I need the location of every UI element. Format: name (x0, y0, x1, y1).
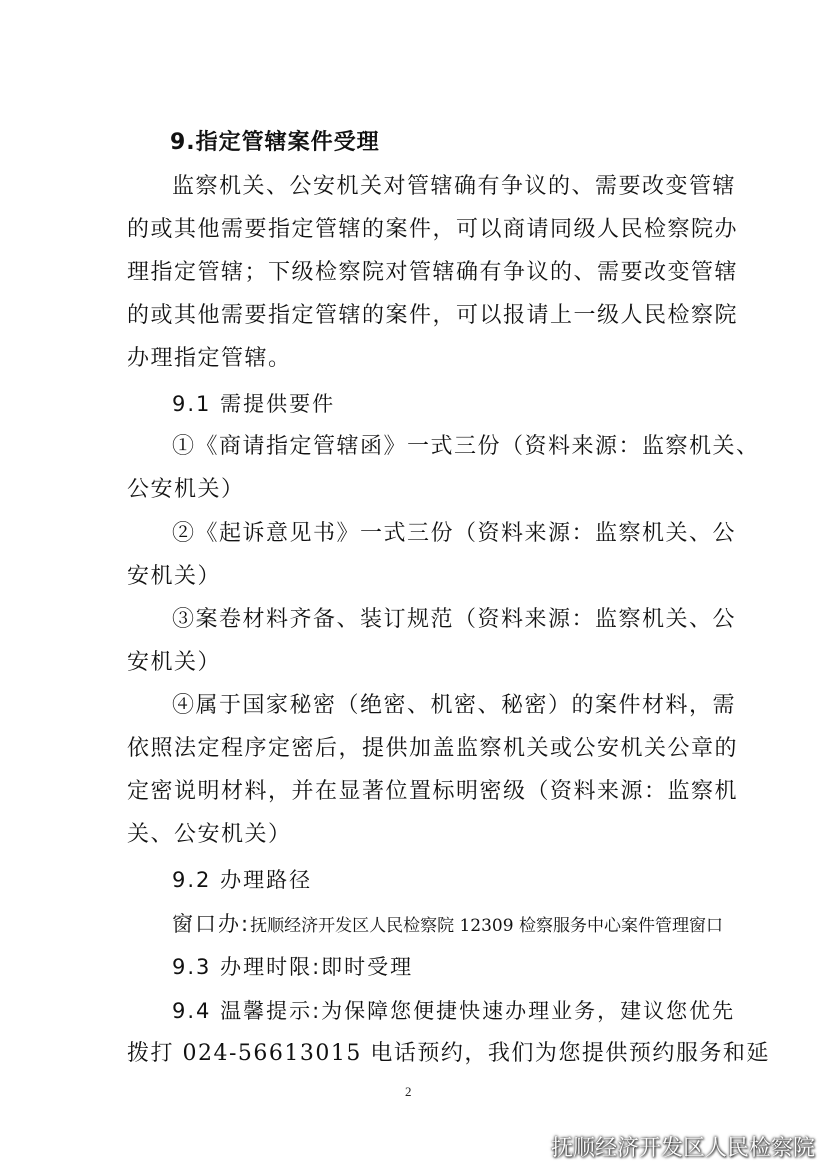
requirement-item-4-cont: 关、公安机关） (127, 822, 292, 847)
window-path-text: 抚顺经济开发区人民检察院 12309 检察服务中心案件管理窗口 (250, 916, 723, 936)
page-number: 2 (405, 1084, 412, 1099)
requirement-item-3-cont: 安机关） (127, 650, 222, 675)
section-heading: 9.指定管辖案件受理 (170, 130, 380, 155)
watermark-text: 抚顺经济开发区人民检察院 (550, 1136, 815, 1161)
paragraph-line: 理指定管辖；下级检察院对管辖确有争议的、需要改变管辖 (127, 260, 739, 285)
subsection-heading-9-4: 9.4 温馨提示:为保障您便捷快速办理业务，建议您优先 (172, 999, 736, 1023)
requirement-item-1-cont: 公安机关） (127, 477, 245, 502)
requirement-item-3: ③案卷材料齐备、装订规范（资料来源：监察机关、公 (172, 607, 737, 632)
requirement-item-4: ④属于国家秘密（绝密、机密、秘密）的案件材料，需 (172, 693, 737, 718)
subsection-heading-9-1: 9.1 需提供要件 (172, 392, 336, 416)
paragraph-line: 的或其他需要指定管辖的案件，可以报请上一级人民检察院 (127, 303, 739, 328)
requirement-item-4-cont: 依照法定程序定密后，提供加盖监察机关或公安机关公章的 (127, 736, 739, 761)
subsection-heading-9-3: 9.3 办理时限:即时受理 (172, 955, 414, 979)
window-path-line (172, 909, 723, 941)
requirement-item-2-cont: 安机关） (127, 564, 222, 589)
paragraph-line: 的或其他需要指定管辖的案件，可以商请同级人民检察院办 (127, 217, 739, 242)
requirement-item-4-cont: 定密说明材料，并在显著位置标明密级（资料来源：监察机 (127, 779, 739, 804)
wechat-icon (509, 1135, 543, 1159)
subsection-heading-9-2: 9.2 办理路径 (172, 868, 313, 892)
window-label: 窗口办: (172, 912, 251, 936)
paragraph-line: 监察机关、公安机关对管辖确有争议的、需要改变管辖 (172, 174, 737, 199)
watermark (509, 1131, 815, 1162)
requirement-item-2: ②《起诉意见书》一式三份（资料来源：监察机关、公 (172, 521, 737, 546)
requirement-item-1: ①《商请指定管辖函》一式三份（资料来源：监察机关、 (172, 434, 760, 459)
reminder-line: 拨打 024-56613015 电话预约，我们为您提供预约服务和延 (127, 1041, 770, 1066)
paragraph-line: 办理指定管辖。 (127, 346, 292, 371)
